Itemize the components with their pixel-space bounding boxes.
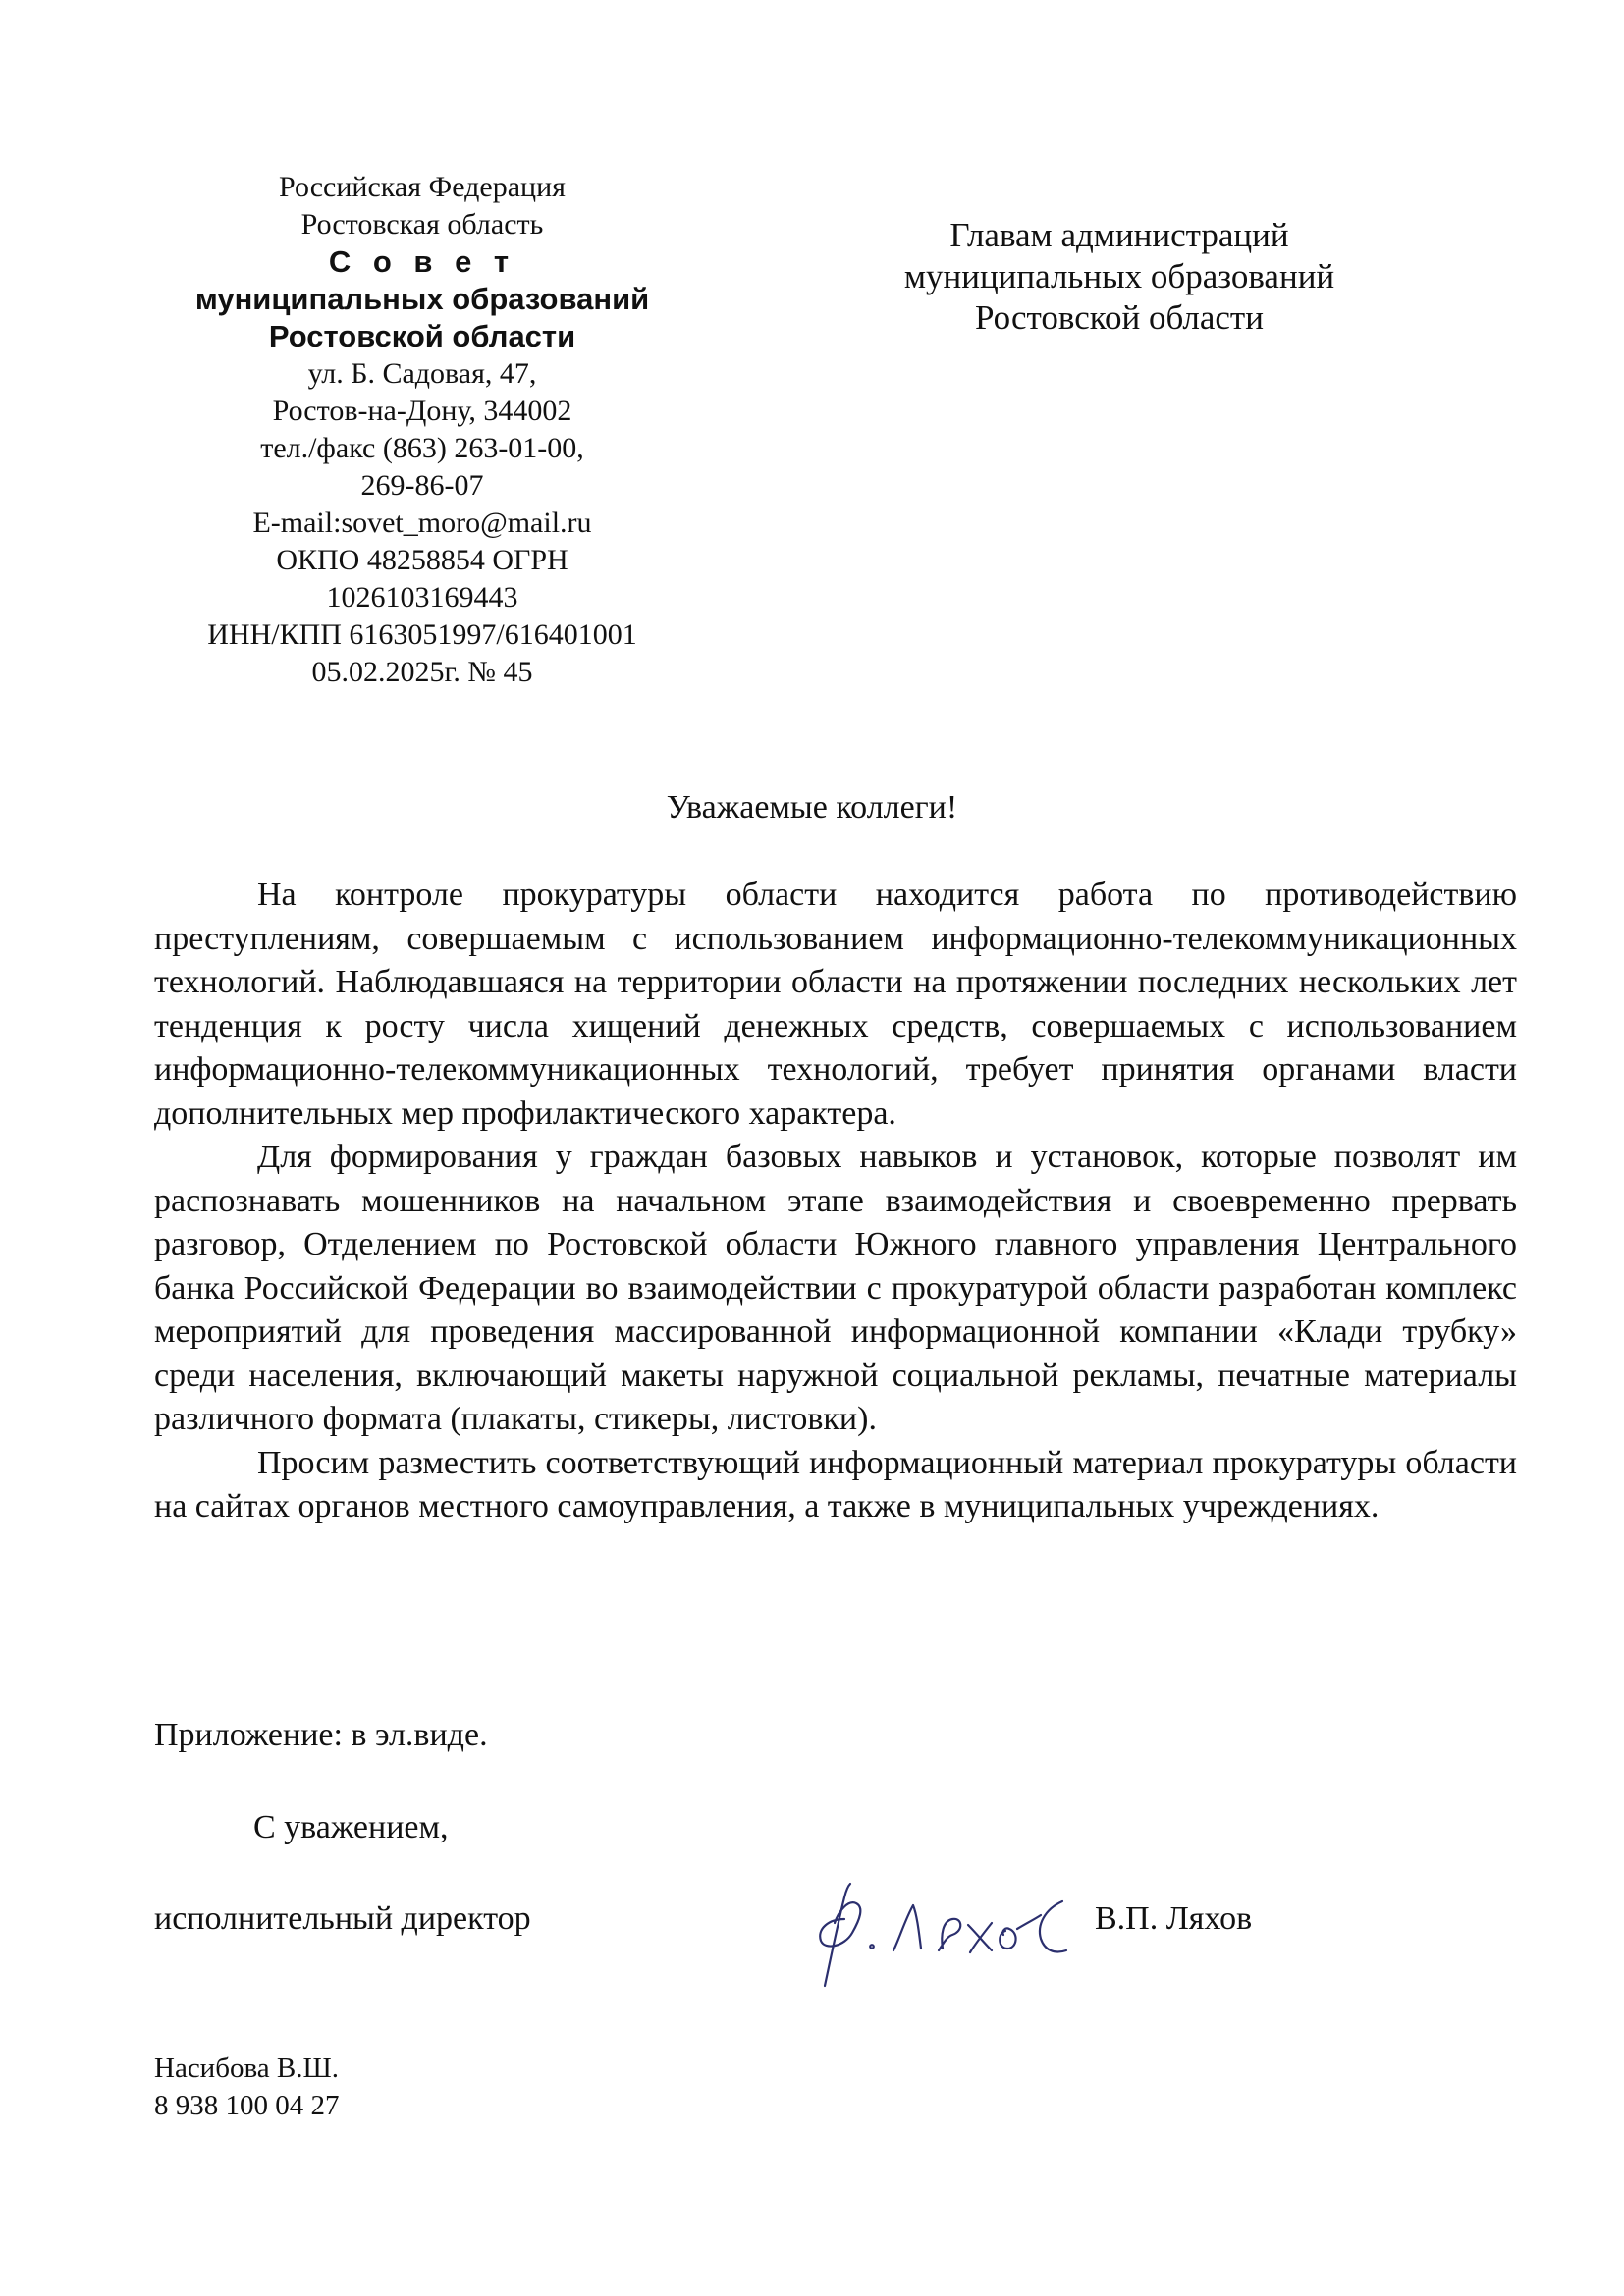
body-paragraph-1: На контроле прокуратуры области находится работа по противодействию преступлениям, совершаемым с использованием информационно-телекоммуникационных технологий. Наблюдавшаяся на территории области на протяжении последних нескольких лет тенденция к росту числа хищений денежных средств, совершаемых с использованием информационно-телекоммуникационных технологий, требует принятия органами власти дополнительных мер профилактического характера.	[154, 877, 1517, 1132]
addressee-line2: муниципальных образований	[903, 257, 1335, 295]
attachment-note: Приложение: в эл.виде.	[154, 1717, 488, 1753]
sender-org-title: С о в е т	[328, 244, 516, 279]
sender-region: Ростовская область	[300, 208, 544, 240]
greeting: Уважаемые коллеги!	[666, 789, 958, 826]
sender-ogrn-number: 1026103169443	[326, 581, 518, 614]
addressee-line3: Ростовской области	[975, 298, 1264, 337]
body-paragraph-2: Для формирования у граждан базовых навыков и установок, которые позволят им распознавать мошенников на начальном этапе взаимодействия и своевременно прервать разговор, Отделением по Ростовской области Южного главного управления Центрального банка Российской Федерации во взаимодействии с прокуратурой области разработан комплекс мероприятий для проведения массированной информационной компании «Клади трубку» среди населения, включающий макеты наружной социальной рекламы, печатные материалы различного формата (плакаты, стикеры, листовки).	[154, 1139, 1517, 1437]
sender-inn-kpp: ИНН/КПП 6163051997/616401001	[207, 618, 637, 651]
executor-name: Насибова В.Ш.	[154, 2053, 339, 2084]
executor-phone: 8 938 100 04 27	[154, 2090, 340, 2121]
sender-street: ул. Б. Садовая, 47,	[307, 357, 537, 390]
sender-email: E-mail:sovet_moro@mail.ru	[252, 507, 592, 539]
sender-city: Ростов-на-Дону, 344002	[272, 395, 572, 427]
letter-date-number: 05.02.2025г. № 45	[311, 656, 533, 688]
closing-regards: С уважением,	[253, 1809, 449, 1845]
sender-org-name-line1: муниципальных образований	[194, 282, 650, 316]
addressee-block	[844, 215, 1394, 339]
body-paragraph-3: Просим разместить соответствующий информационный материал прокуратуры области на сайтах органов местного самоуправления, а также в муниципальных учреждениях.	[154, 1444, 1517, 1524]
signer-position: исполнительный директор	[154, 1900, 531, 1937]
sender-phone-line2: 269-86-07	[360, 469, 484, 502]
executor-block	[154, 2050, 340, 2124]
sender-okpo-ogrn: ОКПО 48258854 ОГРН	[276, 544, 568, 576]
sender-letterhead	[157, 169, 687, 691]
signer-name: В.П. Ляхов	[1095, 1900, 1253, 1937]
addressee-line1: Главам администраций	[949, 216, 1289, 254]
letter-body	[154, 874, 1517, 1529]
sender-country: Российская Федерация	[279, 171, 566, 203]
handwritten-signature-icon	[795, 1860, 1080, 1998]
sender-org-name-line2: Ростовской области	[268, 319, 576, 353]
sender-phone-line1: тел./факс (863) 263-01-00,	[260, 432, 584, 464]
